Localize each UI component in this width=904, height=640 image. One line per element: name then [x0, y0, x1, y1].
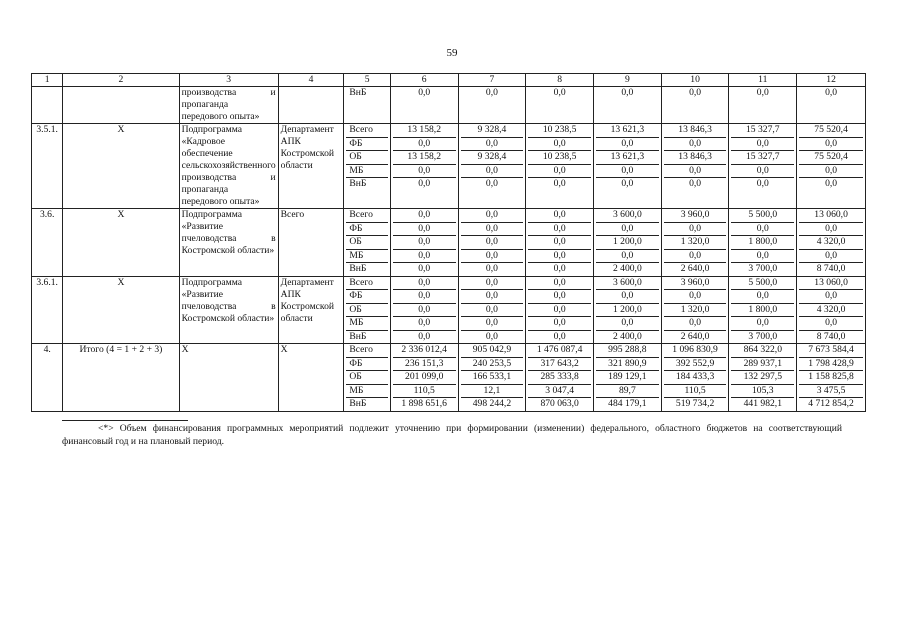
value-cell — [594, 344, 662, 412]
col-header: 5 — [344, 74, 391, 87]
budget-value: 1 800,0 — [731, 304, 794, 318]
budget-value: 0,0 — [393, 236, 456, 250]
value-cell — [661, 276, 729, 344]
budget-value: 15 327,7 — [731, 151, 794, 165]
budget-value: 13 846,3 — [664, 151, 727, 165]
funding-source-label: ВнБ — [349, 330, 367, 342]
budget-value: 0,0 — [528, 209, 591, 223]
funding-source-label: ВнБ — [349, 178, 367, 189]
budget-value: 0,0 — [528, 236, 591, 250]
budget-value: 0,0 — [461, 304, 524, 318]
budget-value: 7 673 584,4 — [799, 344, 863, 358]
budget-value: 0,0 — [596, 250, 659, 264]
budget-value: 13 158,2 — [393, 151, 456, 165]
funding-source-label: Всего — [346, 344, 388, 358]
budget-value: 285 333,8 — [528, 371, 591, 385]
value-cell — [526, 209, 594, 277]
budget-value: 0,0 — [528, 165, 591, 179]
budget-value: 0,0 — [461, 165, 524, 179]
budget-value: 0,0 — [393, 277, 456, 291]
funding-source-label: ОБ — [346, 304, 388, 318]
budget-value: 9 328,4 — [461, 124, 524, 138]
budget-value: 484 179,1 — [608, 398, 647, 409]
budget-value: 2 400,0 — [612, 263, 642, 274]
budget-value: 0,0 — [461, 138, 524, 152]
budget-value: 0,0 — [393, 290, 456, 304]
value-cell — [594, 276, 662, 344]
col-header: 8 — [526, 74, 594, 87]
value-cell — [390, 209, 458, 277]
budget-value: 2 640,0 — [680, 330, 710, 342]
value-cell — [729, 87, 797, 124]
value-cell — [594, 124, 662, 209]
budget-value: 75 520,4 — [799, 151, 863, 165]
budget-value: 0,0 — [664, 138, 727, 152]
budget-value: 1 320,0 — [664, 304, 727, 318]
budget-value: 0,0 — [689, 178, 702, 189]
funding-source-label: ФБ — [346, 358, 388, 372]
budget-value: 0,0 — [528, 277, 591, 291]
budget-value: 1 158 825,8 — [799, 371, 863, 385]
value-cell — [458, 344, 526, 412]
value-cell — [797, 276, 866, 344]
budget-value: 15 327,7 — [731, 124, 794, 138]
row-number-cell: 3.6. — [32, 209, 63, 277]
budget-value: 0,0 — [393, 317, 456, 331]
budget-value: 13 060,0 — [799, 277, 863, 291]
budget-value: 905 042,9 — [461, 344, 524, 358]
col-header: 2 — [63, 74, 179, 87]
budget-value: 0,0 — [825, 87, 838, 98]
budget-value: 0,0 — [418, 87, 431, 98]
budget-value: 184 433,3 — [664, 371, 727, 385]
budget-value: 4 712 854,2 — [808, 398, 854, 409]
budget-value: 0,0 — [393, 250, 456, 264]
funding-source-label: МБ — [346, 385, 388, 399]
funding-source-label: МБ — [346, 250, 388, 264]
value-cell — [594, 87, 662, 124]
value-cell — [526, 344, 594, 412]
funding-source-label: ФБ — [346, 290, 388, 304]
budget-value: 3 047,4 — [528, 385, 591, 399]
budget-value: 0,0 — [731, 138, 794, 152]
budget-value: 75 520,4 — [799, 124, 863, 138]
budget-value: 1 200,0 — [596, 236, 659, 250]
budget-value: 4 320,0 — [799, 236, 863, 250]
col-header: 9 — [594, 74, 662, 87]
value-cell — [729, 124, 797, 209]
value-cell — [390, 344, 458, 412]
budget-value: 0,0 — [485, 178, 498, 189]
budget-value: 10 238,5 — [528, 151, 591, 165]
budget-value: 0,0 — [664, 165, 727, 179]
budget-value: 236 151,3 — [393, 358, 456, 372]
funding-source-label: Всего — [346, 277, 388, 291]
row-name-cell: Итого (4 = 1 + 2 + 3) — [63, 344, 179, 412]
budget-value: 0,0 — [825, 178, 838, 189]
budget-value: 3 960,0 — [664, 277, 727, 291]
budget-value: 995 288,8 — [596, 344, 659, 358]
budget-value: 0,0 — [485, 87, 498, 98]
budget-value: 0,0 — [799, 290, 863, 304]
value-cell — [526, 276, 594, 344]
budget-value: 3 475,5 — [799, 385, 863, 399]
budget-value: 0,0 — [461, 223, 524, 237]
value-cell — [458, 87, 526, 124]
value-cell — [661, 124, 729, 209]
budget-value: 0,0 — [418, 263, 431, 274]
budget-value: 0,0 — [418, 178, 431, 189]
budget-value: 3 600,0 — [596, 209, 659, 223]
budget-value: 0,0 — [731, 223, 794, 237]
budget-value: 240 253,5 — [461, 358, 524, 372]
executor-cell — [278, 87, 344, 124]
value-cell — [797, 344, 866, 412]
value-cell — [458, 209, 526, 277]
budget-value: 1 898 651,6 — [401, 398, 447, 409]
budget-value: 89,7 — [596, 385, 659, 399]
funding-source-cell — [344, 209, 391, 277]
budget-value: 4 320,0 — [799, 304, 863, 318]
row-name-cell: Х — [63, 276, 179, 344]
footnote: <*> Объем финансирования программных мероприятий подлежит уточнению при формировании (изменении) федерального, областного бюджетов на соответствующий финансовый год и на плановый период. — [62, 423, 842, 447]
budget-value: 12,1 — [461, 385, 524, 399]
budget-value: 201 099,0 — [393, 371, 456, 385]
budget-value: 1 800,0 — [731, 236, 794, 250]
budget-value: 0,0 — [731, 317, 794, 331]
budget-value: 0,0 — [461, 290, 524, 304]
col-header: 12 — [797, 74, 866, 87]
budget-value: 870 063,0 — [540, 398, 579, 409]
subprogram-cell: производства и пропаганда передового опыта» — [179, 87, 278, 124]
row-number-cell: 3.6.1. — [32, 276, 63, 344]
budget-value: 441 982,1 — [743, 398, 782, 409]
table-row — [32, 124, 866, 209]
budget-value: 0,0 — [528, 304, 591, 318]
row-number-cell — [32, 87, 63, 124]
budget-value: 13 621,3 — [596, 124, 659, 138]
budget-value: 0,0 — [528, 138, 591, 152]
budget-value: 0,0 — [731, 165, 794, 179]
value-cell — [661, 87, 729, 124]
col-header: 7 — [458, 74, 526, 87]
budget-value: 166 533,1 — [461, 371, 524, 385]
col-header: 3 — [179, 74, 278, 87]
value-cell — [526, 87, 594, 124]
budget-value: 0,0 — [664, 290, 727, 304]
funding-source-label: ВнБ — [349, 263, 367, 274]
budget-value: 2 640,0 — [680, 263, 710, 274]
budget-value: 289 937,1 — [731, 358, 794, 372]
row-name-cell: Х — [63, 209, 179, 277]
budget-value: 0,0 — [393, 138, 456, 152]
funding-source-label: ФБ — [346, 138, 388, 152]
row-number-cell: 3.5.1. — [32, 124, 63, 209]
budget-value: 0,0 — [621, 87, 634, 98]
row-name-cell: Х — [63, 124, 179, 209]
budget-value: 0,0 — [756, 87, 769, 98]
budget-value: 5 500,0 — [731, 209, 794, 223]
budget-value: 0,0 — [461, 236, 524, 250]
value-cell — [526, 124, 594, 209]
budget-value: 0,0 — [799, 223, 863, 237]
budget-value: 0,0 — [731, 250, 794, 264]
budget-value: 3 700,0 — [748, 330, 778, 342]
subprogram-cell: Подпрограмма «Кадровое обеспечение сельскохозяйственного производства и пропаганда передового опыта» — [179, 124, 278, 209]
value-cell — [458, 124, 526, 209]
budget-value: 0,0 — [799, 250, 863, 264]
value-cell — [661, 209, 729, 277]
budget-value: 0,0 — [553, 178, 566, 189]
funding-source-label: ФБ — [346, 223, 388, 237]
budget-value: 0,0 — [461, 209, 524, 223]
budget-value: 1 476 087,4 — [528, 344, 591, 358]
funding-source-label: МБ — [346, 317, 388, 331]
budget-value: 105,3 — [731, 385, 794, 399]
col-header: 6 — [390, 74, 458, 87]
budget-value: 317 643,2 — [528, 358, 591, 372]
budget-value: 2 336 012,4 — [393, 344, 456, 358]
executor-cell: Департамент АПК Костромской области — [278, 124, 344, 209]
budget-value: 864 322,0 — [731, 344, 794, 358]
budget-value: 0,0 — [799, 138, 863, 152]
budget-value: 0,0 — [596, 317, 659, 331]
budget-value: 13 621,3 — [596, 151, 659, 165]
footnote-separator — [62, 420, 188, 421]
value-cell — [661, 344, 729, 412]
budget-value: 0,0 — [528, 290, 591, 304]
budget-value: 0,0 — [799, 165, 863, 179]
budget-value: 0,0 — [393, 223, 456, 237]
col-header: 10 — [661, 74, 729, 87]
budget-value: 0,0 — [596, 138, 659, 152]
budget-value: 0,0 — [461, 250, 524, 264]
value-cell — [594, 209, 662, 277]
budget-value: 0,0 — [596, 290, 659, 304]
budget-value: 0,0 — [528, 317, 591, 331]
header-row — [32, 74, 866, 87]
budget-value: 0,0 — [596, 223, 659, 237]
budget-value: 8 740,0 — [816, 263, 846, 274]
budget-value: 0,0 — [528, 223, 591, 237]
page-number: 59 — [446, 47, 458, 59]
budget-value: 3 700,0 — [748, 263, 778, 274]
executor-cell: Всего — [278, 209, 344, 277]
row-number-cell: 4. — [32, 344, 63, 412]
funding-source-label: ОБ — [346, 371, 388, 385]
budget-value: 0,0 — [621, 178, 634, 189]
budget-value: 0,0 — [799, 317, 863, 331]
table-row — [32, 209, 866, 277]
row-name-cell — [63, 87, 179, 124]
budget-value: 13 060,0 — [799, 209, 863, 223]
budget-value: 0,0 — [461, 317, 524, 331]
budget-value: 0,0 — [393, 165, 456, 179]
executor-cell: Департамент АПК Костромской области — [278, 276, 344, 344]
subprogram-cell: Х — [179, 344, 278, 412]
budget-value: 0,0 — [731, 290, 794, 304]
budget-value: 321 890,9 — [596, 358, 659, 372]
funding-source-cell — [344, 124, 391, 209]
executor-cell: Х — [278, 344, 344, 412]
value-cell — [729, 209, 797, 277]
budget-value: 0,0 — [756, 178, 769, 189]
budget-value: 13 846,3 — [664, 124, 727, 138]
budget-value: 3 960,0 — [664, 209, 727, 223]
col-header: 11 — [729, 74, 797, 87]
budget-value: 110,5 — [393, 385, 456, 399]
budget-value: 0,0 — [596, 165, 659, 179]
value-cell — [797, 124, 866, 209]
funding-source-cell — [344, 276, 391, 344]
budget-value: 0,0 — [689, 87, 702, 98]
budget-value: 2 400,0 — [612, 330, 642, 342]
col-header: 1 — [32, 74, 63, 87]
funding-source-cell — [344, 344, 391, 412]
table-row — [32, 276, 866, 344]
budget-value: 1 200,0 — [596, 304, 659, 318]
budget-value: 10 238,5 — [528, 124, 591, 138]
budget-value: 132 297,5 — [731, 371, 794, 385]
budget-value: 189 129,1 — [596, 371, 659, 385]
budget-table — [31, 73, 866, 412]
value-cell — [458, 276, 526, 344]
subprogram-cell: Подпрограмма «Развитие пчеловодства в Костромской области» — [179, 209, 278, 277]
budget-value: 0,0 — [393, 209, 456, 223]
budget-value: 0,0 — [553, 87, 566, 98]
table-row — [32, 344, 866, 412]
funding-source-label: ВнБ — [349, 87, 367, 98]
funding-source-label: ОБ — [346, 236, 388, 250]
budget-value: 5 500,0 — [731, 277, 794, 291]
funding-source-cell — [344, 87, 391, 124]
budget-value: 110,5 — [664, 385, 727, 399]
budget-value: 13 158,2 — [393, 124, 456, 138]
funding-source-label: Всего — [346, 124, 388, 138]
value-cell — [729, 276, 797, 344]
budget-value: 0,0 — [485, 330, 498, 342]
funding-source-label: Всего — [346, 209, 388, 223]
budget-value: 519 734,2 — [675, 398, 715, 409]
funding-source-label: МБ — [346, 165, 388, 179]
budget-value: 0,0 — [393, 304, 456, 318]
funding-source-label: ОБ — [346, 151, 388, 165]
budget-value: 0,0 — [664, 223, 727, 237]
col-header: 4 — [278, 74, 344, 87]
budget-value: 3 600,0 — [596, 277, 659, 291]
budget-value: 0,0 — [553, 330, 566, 342]
value-cell — [729, 344, 797, 412]
value-cell — [390, 124, 458, 209]
value-cell — [797, 209, 866, 277]
budget-value: 0,0 — [528, 250, 591, 264]
budget-value: 8 740,0 — [816, 330, 846, 342]
budget-value: 9 328,4 — [461, 151, 524, 165]
table-row — [32, 87, 866, 124]
funding-source-label: ВнБ — [349, 398, 367, 409]
budget-value: 498 244,2 — [472, 398, 512, 409]
budget-value: 0,0 — [664, 317, 727, 331]
budget-value: 1 798 428,9 — [799, 358, 863, 372]
budget-value: 392 552,9 — [664, 358, 727, 372]
budget-value: 0,0 — [485, 263, 498, 274]
budget-value: 0,0 — [553, 263, 566, 274]
budget-value: 0,0 — [461, 277, 524, 291]
budget-value: 0,0 — [664, 250, 727, 264]
value-cell — [390, 276, 458, 344]
value-cell — [390, 87, 458, 124]
value-cell — [797, 87, 866, 124]
budget-value: 0,0 — [418, 330, 431, 342]
subprogram-cell: Подпрограмма «Развитие пчеловодства в Костромской области» — [179, 276, 278, 344]
budget-value: 1 096 830,9 — [664, 344, 727, 358]
budget-value: 1 320,0 — [664, 236, 727, 250]
